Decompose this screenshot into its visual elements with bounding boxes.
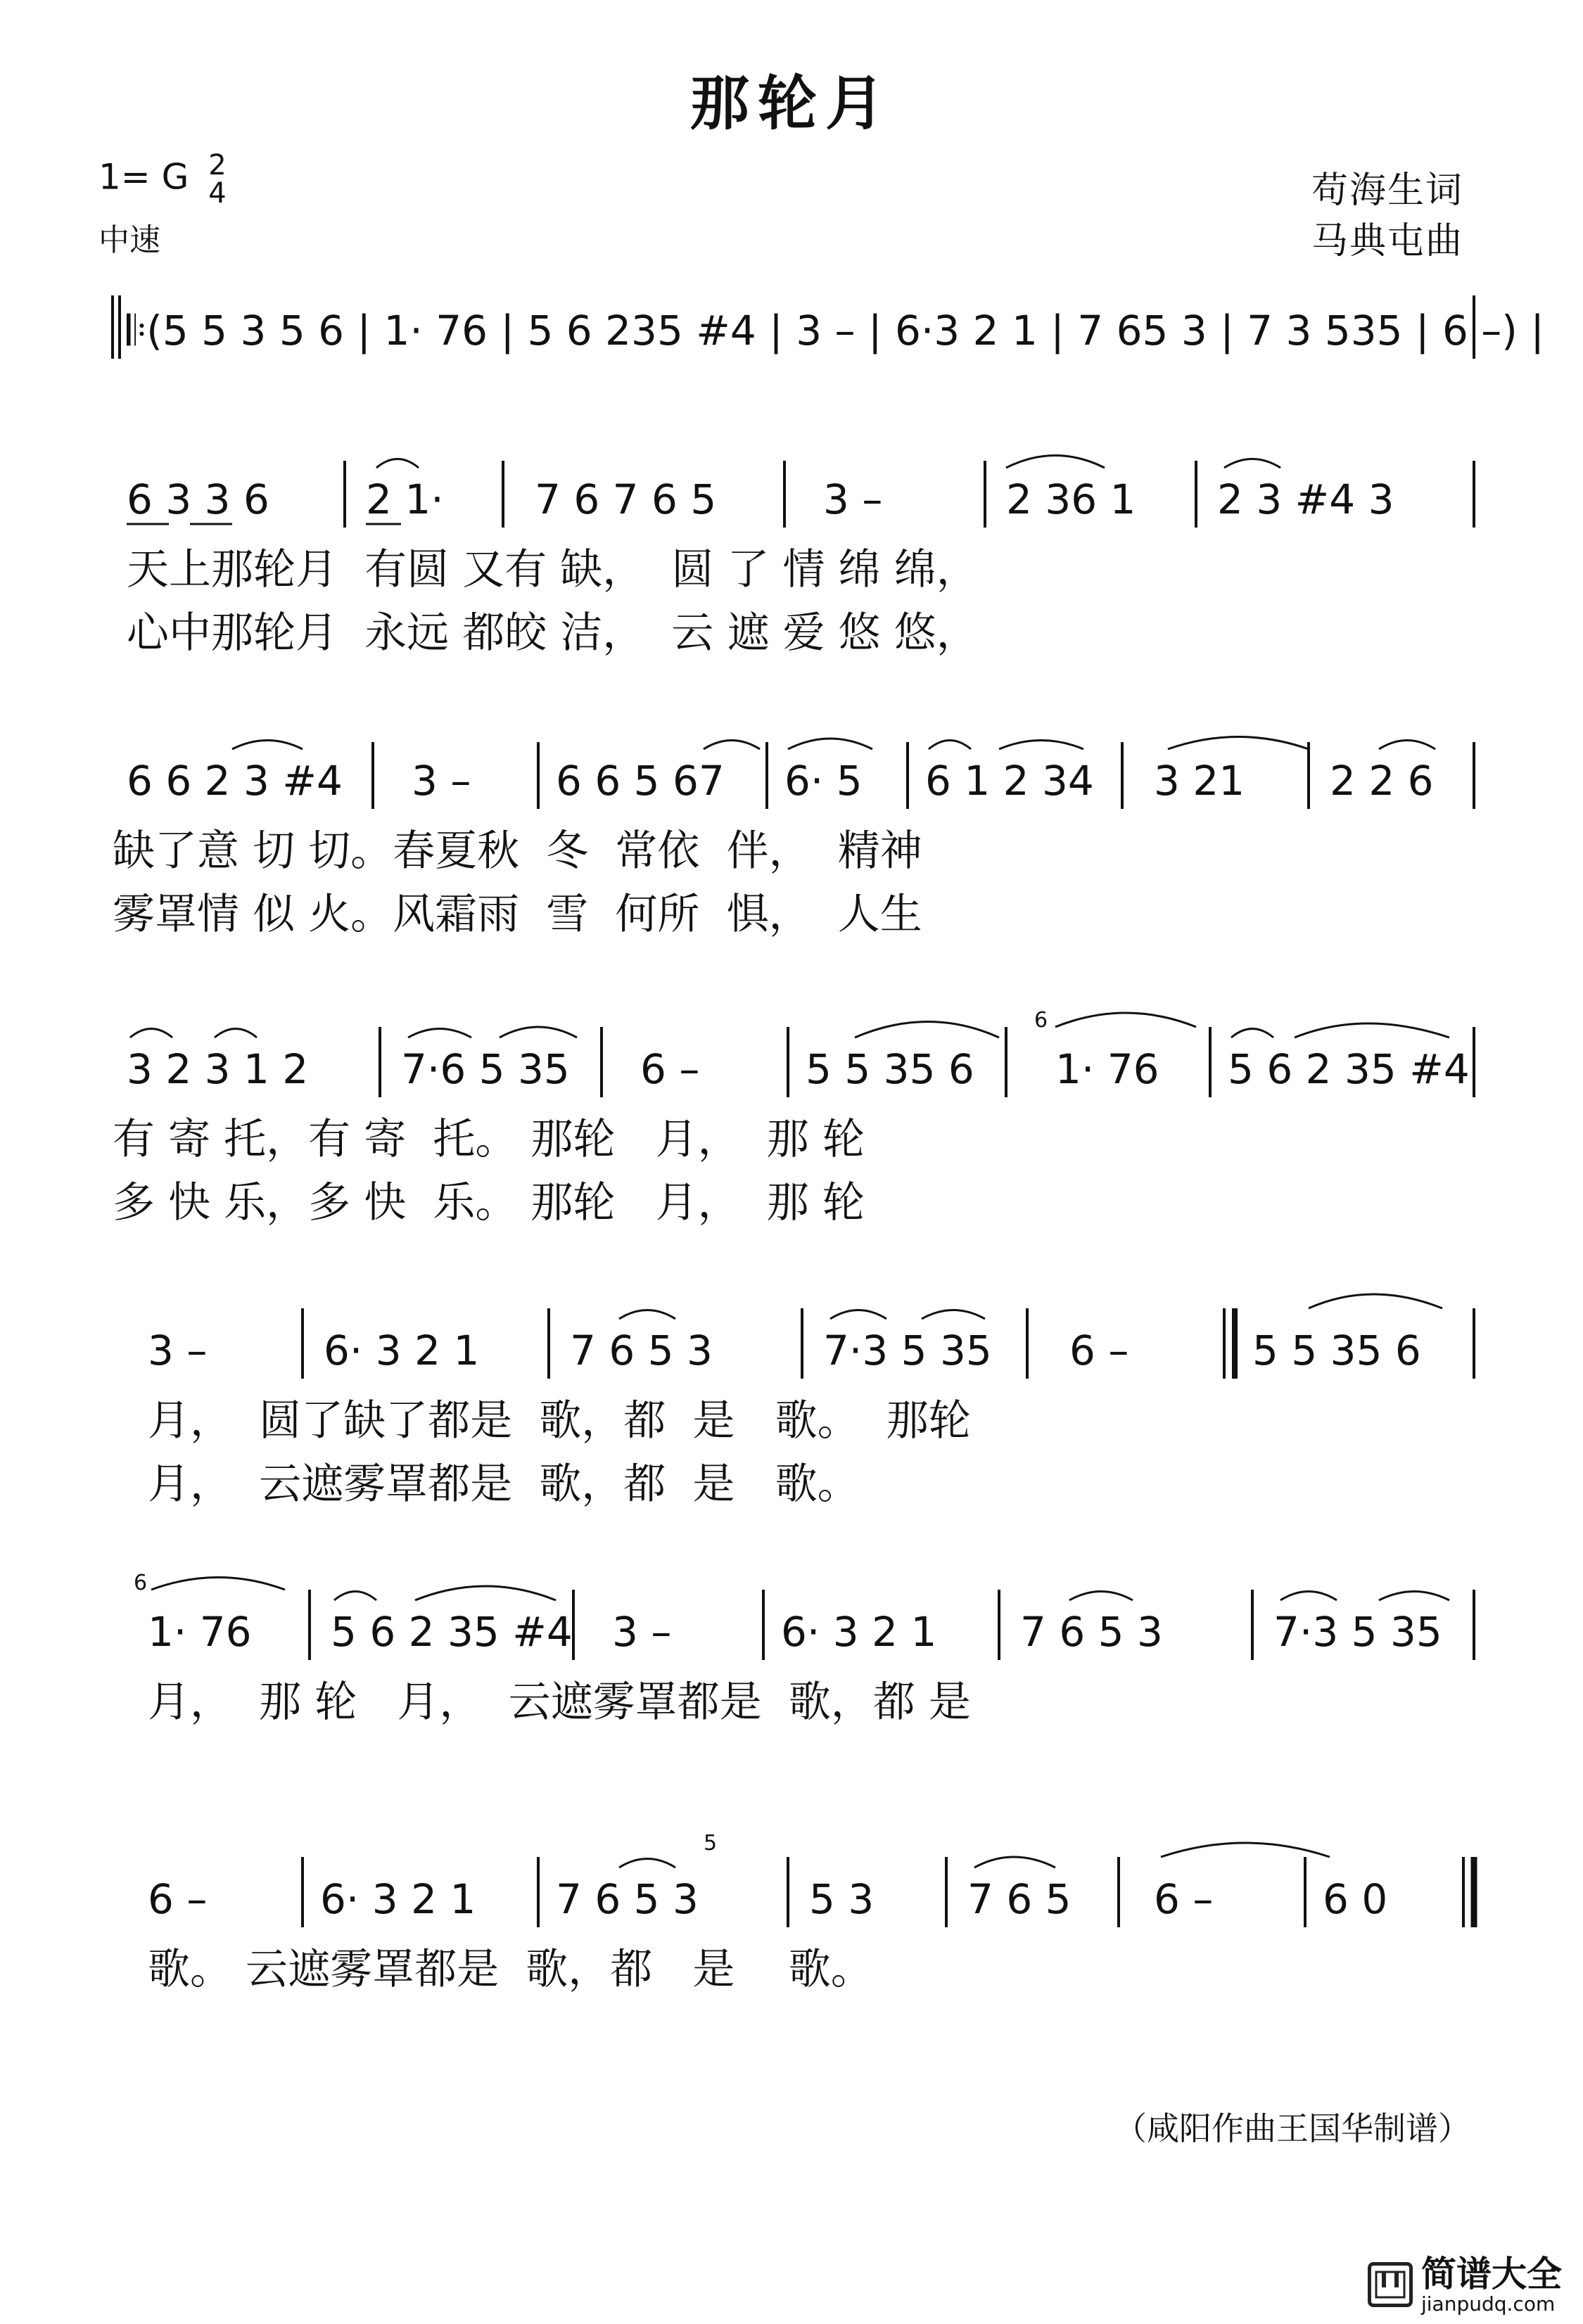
note-group: 7·3 5 35 [823,1327,992,1374]
note-group: 6 0 [1323,1875,1388,1923]
row-1-lyrics-1: 天上那轮月 有圆 又有 缺， 圆 了 情 绵 绵， [127,545,979,594]
row-3-lyrics-1: 有 寄 托，有 寄 托。 那轮 月， 那 轮 [113,1115,865,1164]
note-group: 5 5 35 6 [1252,1327,1421,1374]
row-5-notes [134,1571,1474,1660]
note-group: 7·6 5 35 [401,1045,570,1093]
time-bottom: 4 [208,177,227,210]
row-6-lyrics-1: 歌。 云遮雾罩都是 歌，都 是 歌。 [148,1945,873,1994]
note-group: 6 – [148,1875,208,1923]
note-group: 3 – [823,475,883,523]
key-label: 1= G [98,156,189,198]
note-group: 3 21 [1154,757,1245,805]
row-5-lyrics-1: 月， 那 轮 月， 云遮雾罩都是 歌，都 是 [148,1678,971,1727]
piano-keys-icon [1375,2271,1406,2299]
note-group: 3 2 3 1 2 [127,1045,309,1093]
note-group: 6· 3 2 1 [320,1875,476,1923]
note-group: 6 – [1069,1327,1129,1374]
note-group: 6 – [1154,1875,1214,1923]
note-group: 3 – [148,1327,208,1374]
note-group: 3 – [612,1608,672,1656]
note-group: 6 – [640,1045,700,1093]
row-2 [113,737,1474,940]
row-1-notes [127,456,1474,528]
note-group: 5 6 2 35 #4 [331,1608,573,1656]
site-logo [1368,2254,1562,2315]
intro-notation: 𝄆(5 5 3 5 6 | 1· 76 | 5 6 235 #4 | 3 – | 6·3 2 1 | 7 65 3 | 7 3 535 | 6 –) | [127,307,1544,355]
note-group: 2 2 6 [1330,757,1434,805]
row-2-lyrics-2: 雾罩情 似 火。风霜雨 雪 何所 惧， 人生 [113,890,922,939]
grace-note: 6 [1034,1008,1048,1033]
piano-icon [1368,2262,1413,2307]
note-group: 2 36 1 [1006,475,1136,523]
note-group: 7 6 5 3 [570,1327,713,1374]
song-title: 那轮月 [689,68,893,138]
note-group: 7·3 5 35 [1273,1608,1442,1656]
tempo-marking: 中速 [98,222,160,258]
time-top: 2 [208,149,227,181]
row-3-notes [127,1008,1474,1097]
note-group: 2 1· [366,475,444,523]
note-group: 6 1 2 34 [925,757,1094,805]
site-name: 简谱大全 [1421,2254,1562,2294]
note-group: 7 6 5 3 [1020,1608,1163,1656]
note-group: 7 6 7 6 5 [535,475,717,523]
note-group: 6· 3 2 1 [781,1608,937,1656]
note-group: 5 3 [809,1875,875,1923]
composer-credit: 马典屯曲 [1311,220,1463,262]
note-group: 6· 5 [784,757,863,805]
grace-note: 5 [704,1831,718,1856]
note-group: 7 6 5 [967,1875,1072,1923]
note-group: 2 3 #4 3 [1217,475,1394,523]
row-3 [113,1008,1474,1227]
site-url: jianpudq.com [1421,2292,1556,2316]
note-group: 6· 3 2 1 [324,1327,480,1374]
note-group: 1· 76 [148,1608,252,1656]
note-group: 5 6 2 35 #4 [1228,1045,1470,1093]
note-group: 6 6 2 3 #4 [127,757,343,805]
note-group: 7 6 5 3 [556,1875,699,1923]
note-group: 3 – [412,757,471,805]
row-3-lyrics-2: 多 快 乐，多 快 乐。 那轮 月， 那 轮 [113,1178,865,1227]
transcriber-note: （咸阳作曲王国华制谱） [1114,2109,1470,2147]
intro-line [113,295,1544,359]
row-1 [127,456,1474,658]
row-1-lyrics-2: 心中那轮月 永远 都皎 洁， 云 遮 爱 悠 悠， [127,608,979,658]
row-6-notes [148,1831,1474,1927]
row-4-lyrics-1: 月， 圆了缺了都是 歌，都 是 歌。 那轮 [148,1396,971,1445]
note-group: 1· 76 [1055,1045,1159,1093]
row-2-notes [127,737,1474,810]
row-2-lyrics-1: 缺了意 切 切。春夏秋 冬 常依 伴， 精神 [113,826,922,876]
note-group: 6 6 5 67 [556,757,725,805]
grace-note: 6 [134,1571,148,1595]
row-4-lyrics-2: 月， 云遮雾罩都是 歌，都 是 歌。 [148,1460,860,1509]
lyricist-credit: 苟海生词 [1311,170,1463,212]
note-group: 5 5 35 6 [806,1045,974,1093]
row-5 [134,1571,1474,1727]
note-group: 6 3 3 6 [127,475,269,523]
row-4-notes [148,1294,1474,1379]
row-4 [148,1294,1474,1509]
row-6 [148,1831,1474,1994]
